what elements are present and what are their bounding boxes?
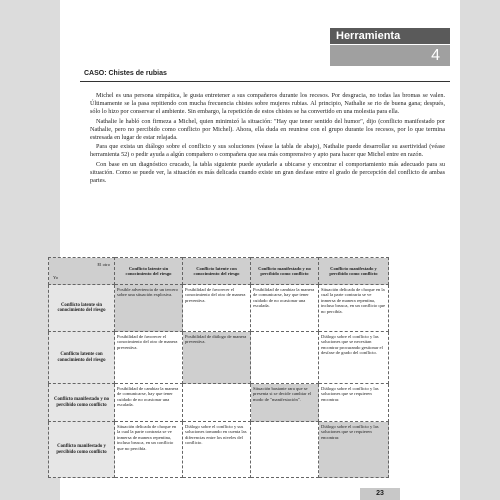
table-cell: [251, 332, 319, 384]
column-header: Conflicto latente con conocimiento del riesgo: [183, 258, 251, 285]
table-cell: Posibilidad de diálogo de manera preventiva.: [183, 332, 251, 384]
title-rule: [80, 81, 450, 82]
table-cell: Situación delicada de choque en la cual la parte contraria se ve inmersa de manera repentina, incluso brusca, en un conflicto que no percibía.: [115, 422, 183, 478]
table-cell: Posible advertencia de un tercero sobre una situación explosiva.: [115, 285, 183, 332]
table-row: [49, 332, 389, 384]
column-header: Conflicto manifestado y percibido como conflicto: [319, 258, 389, 285]
row-header: Conflicto latente sin conocimiento del riesgo: [49, 285, 115, 332]
corner-other-label: El otro: [97, 262, 110, 267]
paragraph: Michel es una persona simpática, le gusta entretener a sus compañeros durante los recesos. Por desgracia, no todas las bromas se valen. Últimamente se la pasa repitiendo con mucha frecuencia chistes sobre mujeres rubias. Al principio, Nathalie se rio de buena gana; después, sólo lo hizo por conservar el ambiente. Sin embargo, la repetición de estos chistes se ha convertido en una molestia para ella.: [90, 92, 445, 116]
table-header-row: [49, 258, 389, 285]
table-row: [49, 384, 389, 422]
header-title: Herramienta: [330, 28, 450, 44]
table-cell: [183, 384, 251, 422]
tool-number: 4: [330, 45, 450, 66]
column-header: Conflicto latente sin conocimiento del riesgo: [115, 258, 183, 285]
page-number: 23: [360, 488, 400, 500]
table-cell: Posibilidad de favorecer el conocimiento del otro de manera preventiva.: [183, 285, 251, 332]
table-corner: [49, 258, 115, 285]
table-cell: [251, 422, 319, 478]
table-cell: Posibilidad de cambiar la manera de comunicarse, hay que tener cuidado de no ocasionar una escalada.: [251, 285, 319, 332]
table-cell: Situación delicada de choque en la cual la parte contraria se ve inmersa de manera repentina, incluso brusca, en un conflicto que no percibía.: [319, 285, 389, 332]
paragraph: Con base en un diagnóstico crucado, la tabla siguiente puede ayudarle a ubicarse y encontrar el comportamiento más adecuado para su situación. Como se puede ver, la situación es más delicada cuando existe un gran desfase entre el grado de percepción del conflicto de ambas partes.: [90, 160, 445, 185]
table-row: [49, 422, 389, 478]
case-body: [90, 92, 445, 186]
table-cell: Diálogo sobre el conflicto y sus soluciones tomando en cuenta las diferencias entre los niveles del conflicto.: [183, 422, 251, 478]
row-header: Conflicto manifestado y percibido como conflicto: [49, 422, 115, 478]
column-header: Conflicto manifestado y no percibido como conflicto: [251, 258, 319, 285]
tool-header: [330, 28, 450, 66]
corner-me-label: Yo: [53, 274, 59, 280]
paragraph: Nathalie le habló con firmeza a Michel, quien minimizó la situación: "Hay que tener sentido del humor", dijo (conflicto manifestado por Nathalie, pero no percibido como conflicto por Michel). Ahora, ella duda en reunirse con el grupo durante los recesos, por lo que termina estresada en lugar de estar relajada.: [90, 117, 445, 142]
case-title: CASO: Chistes de rubias: [84, 70, 167, 77]
table-row: [49, 285, 389, 332]
table-cell: Posibilidad de favorecer el conocimiento del otro de manera preventiva.: [115, 332, 183, 384]
table-cell: Diálogo sobre el conflicto y las soluciones que se requieren encontrar.: [319, 422, 389, 478]
table-cell: Diálogo sobre el conflicto y las soluciones que se requieren encontrar.: [319, 384, 389, 422]
paragraph: Para que exista un diálogo sobre el conflicto y sus soluciones (véase la tabla de abajo), Nathalie puede desarrollar su asertividad (véase herramienta 52) o pedir ayuda a algún compañero o compañera que sea más comprensivo y apto para hacer que Michel entre en razón.: [90, 143, 445, 159]
row-header: Conflicto manifestado y no percibido como conflicto: [49, 384, 115, 422]
table-cell: Situación bastante rara que se presenta si se decide cambiar el modo de "manifestación".: [251, 384, 319, 422]
conflict-matrix-table: [48, 257, 389, 478]
table-cell: Posibilidad de cambiar la manera de comunicarse, hay que tener cuidado de no ocasionar una escalada.: [115, 384, 183, 422]
row-header: Conflicto latente con conocimiento del riesgo: [49, 332, 115, 384]
table-cell: Diálogo sobre el conflicto y las soluciones que se necesitan encontrar procurando gestionar el desfase de grado del conflicto.: [319, 332, 389, 384]
